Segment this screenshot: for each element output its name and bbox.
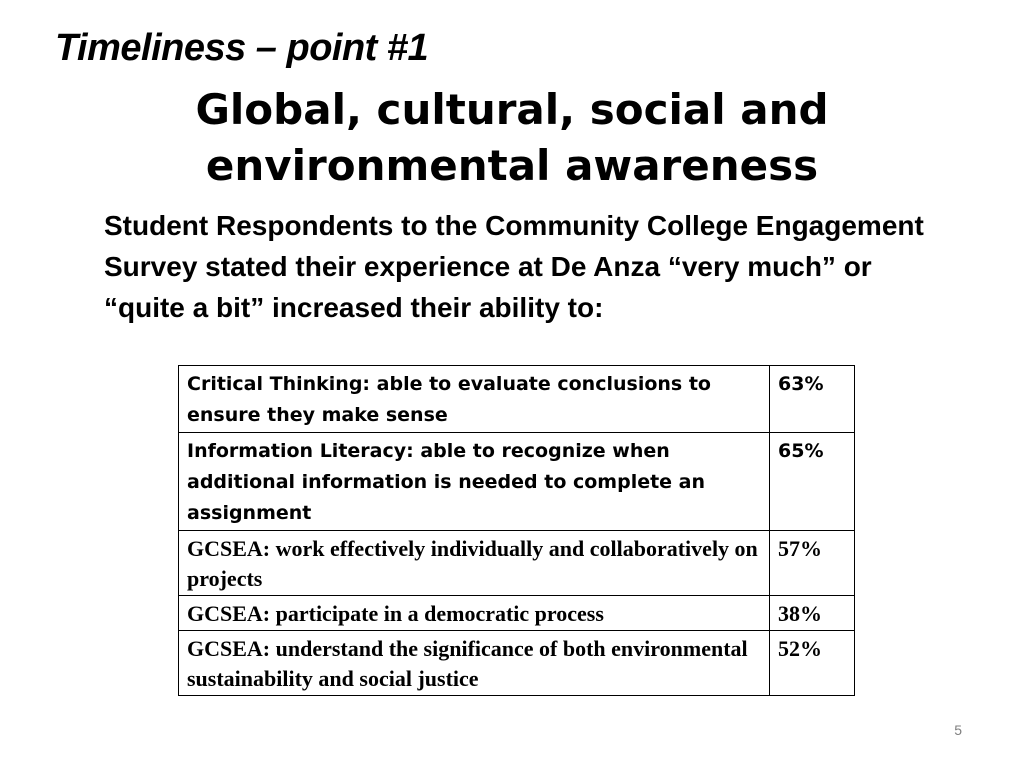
- row-label: GCSEA: participate in a democratic process: [179, 596, 770, 631]
- table-row: [179, 531, 855, 596]
- row-value: 52%: [770, 631, 855, 696]
- slide-title-line-2: environmental awareness: [205, 141, 819, 190]
- slide-kicker: Timeliness – point #1: [55, 27, 429, 69]
- table-row: [179, 433, 855, 531]
- row-label: GCSEA: work effectively individually and collaboratively on projects: [179, 531, 770, 596]
- intro-text: Student Respondents to the Community College Engagement Survey stated their experience at De Anza “very much” or “quite a bit” increased their ability to:: [104, 210, 924, 323]
- results-table: [178, 365, 855, 696]
- row-value: 63%: [770, 366, 855, 433]
- row-value: 57%: [770, 531, 855, 596]
- page-number: 5: [954, 722, 962, 738]
- row-value: 65%: [770, 433, 855, 531]
- row-value: 38%: [770, 596, 855, 631]
- table-row: [179, 631, 855, 696]
- slide-title: [112, 82, 912, 194]
- table-row: [179, 366, 855, 433]
- slide-title-line-1: Global, cultural, social and: [195, 85, 829, 134]
- row-label: Information Literacy: able to recognize when additional information is needed to complete an assignment: [179, 433, 770, 531]
- table-row: [179, 596, 855, 631]
- row-label: Critical Thinking: able to evaluate conclusions to ensure they make sense: [179, 366, 770, 433]
- row-label: GCSEA: understand the significance of both environmental sustainability and social justice: [179, 631, 770, 696]
